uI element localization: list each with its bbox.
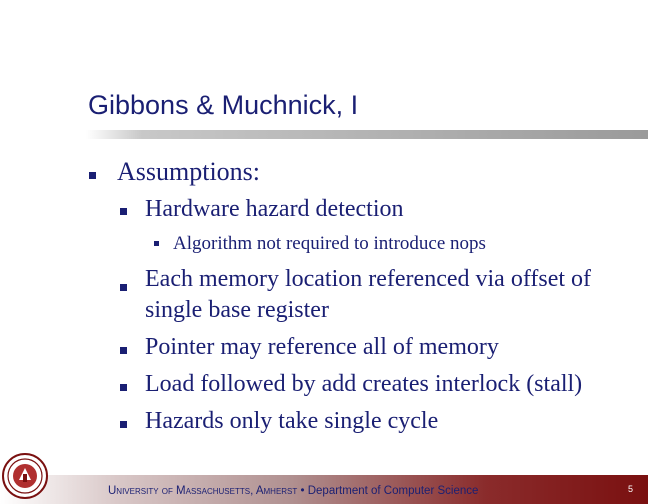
- bullet-square: [120, 284, 127, 291]
- bullet-pointer: Pointer may reference all of memory: [145, 334, 499, 360]
- bullet-square: [120, 384, 127, 391]
- bullet-memory-line1: Each memory location referenced via offset of: [145, 266, 592, 292]
- footer-university: [108, 485, 478, 497]
- bullet-square: [154, 241, 159, 246]
- bullet-algorithm: Algorithm not required to introduce nops: [173, 233, 486, 254]
- footer-separator: •: [300, 485, 305, 497]
- bullet-load: Load followed by add creates interlock (stall): [145, 371, 583, 397]
- bullet-square: [89, 172, 96, 179]
- bullet-hazards: Hazards only take single cycle: [145, 408, 439, 434]
- footer-university-name: University of Massachusetts, Amherst: [108, 485, 298, 497]
- bullet-hardware: Hardware hazard detection: [145, 196, 404, 222]
- bullet-square: [120, 421, 127, 428]
- bullet-memory-line2: single base register: [145, 297, 329, 323]
- bullet-square: [120, 347, 127, 354]
- title-underline: [86, 130, 648, 139]
- footer-department: Department of Computer Science: [307, 485, 479, 497]
- university-seal-icon: [2, 453, 48, 499]
- bullet-assumptions: Assumptions:: [117, 157, 261, 186]
- slide-title: Gibbons & Muchnick, I: [88, 90, 359, 120]
- bullet-square: [120, 208, 127, 215]
- page-number: 5: [628, 484, 634, 494]
